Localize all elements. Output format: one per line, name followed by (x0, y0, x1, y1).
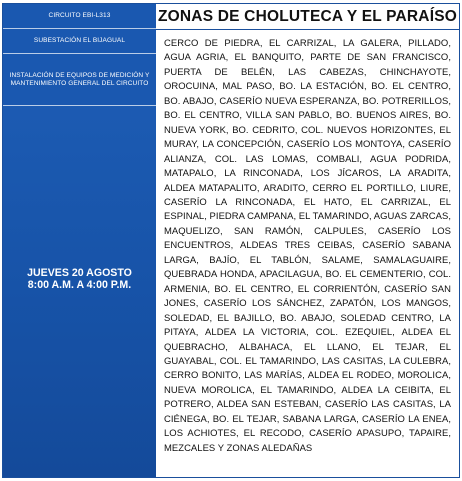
main-panel (156, 4, 459, 477)
circuit-label: CIRCUITO EBI-L313 (3, 4, 156, 29)
schedule-time: 8:00 A.M. A 4:00 P.M. (27, 278, 132, 291)
work-description: INSTALACIÓN DE EQUIPOS DE MEDICIÓN Y MANTENIMIENTO GENERAL DEL CIRCUITO (3, 54, 156, 106)
substation-label: SUBESTACIÓN EL BIJAGUAL (3, 29, 156, 54)
affected-areas-list: CERCO DE PIEDRA, EL CARRIZAL, LA GALERA, PILLADO, AGUA AGRIA, EL BANQUITO, PARTE DE SAN FRANCISCO, PUERTA DE BELÉN, LAS CABEZAS, CHINCHAYOTE, OROCUINA, MAL PASO, BO. LA ESTACIÓN, BO. EL CENTRO, BO. ABAJO, CASERÍO NUEVA ESPERANZA, BO. POTRERILLOS, BO. EL CENTRO, VILLA SAN PABLO, BO. BUENOS AIRES, BO. NUEVA YORK, BO. CEDRITO, COL. NUEVOS HORIZONTES, EL MURAY, LA CONCEPCIÓN, CASERÍO LOS MONTOYA, CASERÍO ALIANZA, COL. LAS LOMAS, COMBALI, AGUA PODRIDA, MATAPALO, LA RINCONADA, LOS JÍCAROS, LA ARADITA, ALDEA MATAPALITO, ARADITO, CERRO EL PORTILLO, LIURE, CASERÍO LA RINCONADA, EL HATO, EL CARRIZAL, EL ESPINAL, PIEDRA CAMPANA, EL TAMARINDO, AGUAS ZARCAS, MAQUELIZO, SAN RAMÓN, CALPULES, CASERÍO LOS ENCUENTROS, ALDEAS TRES CEIBAS, CASERÍO SABANA LARGA, BAJÍO, EL TABLÓN, SALAME, SAMALAGUAIRE, QUEBRADA HONDA, APACILAGUA, BO. EL CEMENTERIO, COL. ARMENIA, BO. EL CENTRO, EL CORRIENTÓN, CASERÍO SAN JONES, CASERÍO LOS SÁNCHEZ, ZAPATÓN, LOS MANGOS, SOLEDAD, EL BAJILLO, BO. ABAJO, SOLEDAD CENTRO, LA PITAYA, ALDEA LA VICTORIA, COL. EZEQUIEL, ALDEA EL QUEBRACHO, ALBAHACA, EL LLANO, EL TEJAR, EL GUAYABAL, COL. EL TAMARINDO, LAS CASITAS, LA CULEBRA, CERRO BONITO, LAS MARÍAS, ALDEA EL RODEO, MOROLICA, NUEVA MOROLICA, EL TAMARINDO, ALDEA LA CEIBITA, EL POTRERO, ALDEA SAN ESTEBAN, CASERÍO LAS CASITAS, LA CIÉNEGA, BO. EL TEJAR, SABANA LARGA, CASERÍO LA ENEA, LOS ACHIOTES, EL RECODO, CASERÍO APASUPO, TAPAIRE, MEZCALES Y ZONAS ALEDAÑAS (164, 38, 452, 454)
outage-notice-card (2, 3, 460, 478)
schedule-block (3, 106, 156, 477)
zone-title: ZONAS DE CHOLUTECA Y EL PARAÍSO (156, 4, 459, 30)
sidebar-panel (3, 4, 156, 477)
schedule-date: JUEVES 20 AGOSTO (27, 266, 132, 279)
